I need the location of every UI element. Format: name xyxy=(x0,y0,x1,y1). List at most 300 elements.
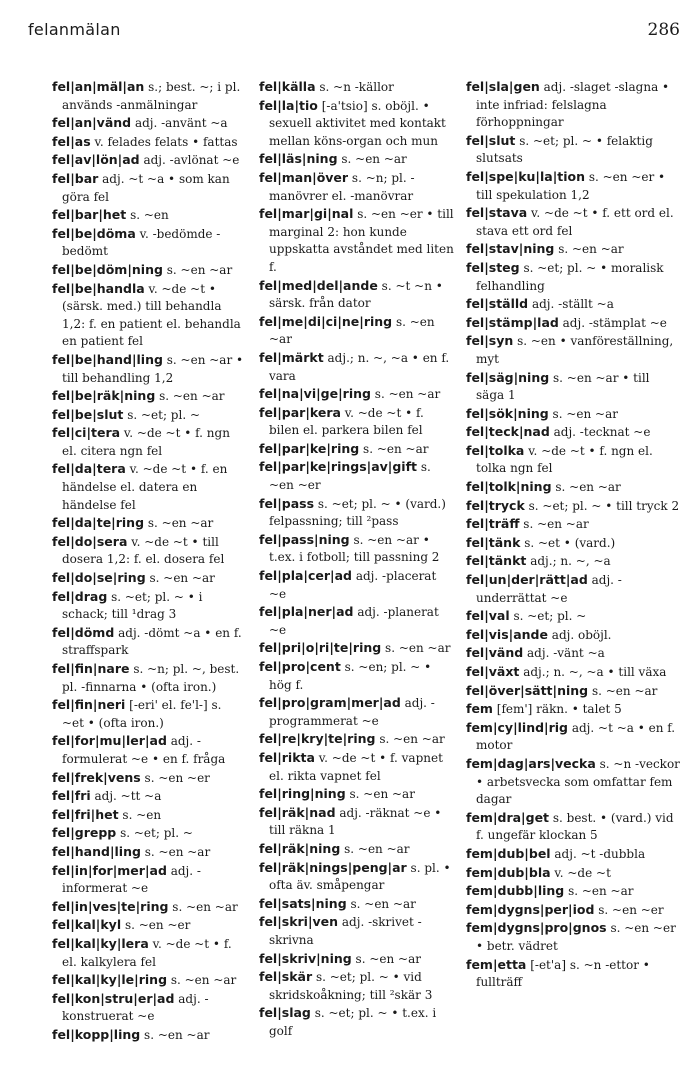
dictionary-entry xyxy=(52,114,244,133)
entry-headword: fel|do|se|ring xyxy=(52,570,146,586)
dictionary-entry xyxy=(259,205,454,276)
entry-definition: s. ~en ~ar xyxy=(523,517,589,532)
entry-definition: s. ~en ~ar xyxy=(144,844,211,859)
entry-headword: fel|ci|tera xyxy=(52,425,121,441)
entry-definition: adj. -skrivet -skrivna xyxy=(269,915,422,947)
dictionary-entry xyxy=(466,919,680,955)
dictionary-entry xyxy=(52,990,244,1026)
entry-definition: s. ~t ~n • särsk. från dator xyxy=(269,278,443,311)
dictionary-entry xyxy=(259,440,454,459)
entry-headword: fel|stämp|lad xyxy=(466,314,559,330)
entry-definition: s. ~en; pl. ~ • hög f. xyxy=(269,660,432,692)
entry-definition: adj. -underrättat ~e xyxy=(476,573,622,605)
dictionary-entry xyxy=(52,206,244,225)
entry-definition: s. pl. • ofta äv. småpengar xyxy=(269,860,451,893)
entry-headword: fel|syn xyxy=(466,333,514,349)
dictionary-entry xyxy=(52,261,244,280)
dictionary-entry xyxy=(52,1026,244,1045)
entry-headword: fel|räk|ning xyxy=(259,840,341,856)
dictionary-entry xyxy=(466,78,680,132)
entry-headword: fel|me|di|ci|ne|ring xyxy=(259,313,393,329)
dictionary-column-1 xyxy=(52,78,244,1044)
dictionary-entry xyxy=(466,552,680,571)
entry-headword: fel|bar|het xyxy=(52,207,127,223)
dictionary-entry xyxy=(52,78,244,114)
dictionary-entry xyxy=(466,295,680,314)
dictionary-entry xyxy=(466,663,680,682)
entry-definition: s. ~en ~ar xyxy=(552,406,618,421)
entry-headword: fel|an|vänd xyxy=(52,115,132,131)
entry-headword: fel|do|sera xyxy=(52,533,128,549)
entry-headword: fem|dygns|per|iod xyxy=(466,901,595,917)
dictionary-entry xyxy=(52,806,244,825)
dictionary-entry xyxy=(259,658,454,694)
entry-definition: s. ~en ~ar xyxy=(379,732,445,747)
entry-headword: fem xyxy=(466,701,493,717)
dictionary-entry xyxy=(259,150,454,169)
entry-headword: fel|skri|ven xyxy=(259,914,339,930)
entry-headword: fel|med|del|ande xyxy=(259,277,378,293)
dictionary-entry xyxy=(466,700,680,719)
dictionary-entry xyxy=(466,534,680,553)
entry-headword: fel|slag xyxy=(259,1005,311,1021)
entry-headword: fel|da|tera xyxy=(52,461,126,477)
entry-definition: s. ~en ~ar xyxy=(166,262,233,277)
entry-definition: s. ~et; pl. ~ • i schack; till ¹drag 3 xyxy=(62,589,203,622)
dictionary-entry xyxy=(259,785,454,804)
dictionary-entry xyxy=(259,895,454,914)
dictionary-entry xyxy=(52,732,244,768)
entry-definition: s. ~et; pl. ~ • vid skridskoåkning; till ²skär 3 xyxy=(269,970,433,1002)
entry-definition: adj. -programmerat ~e xyxy=(269,696,435,728)
entry-definition: adj. -vänt ~a xyxy=(527,646,605,661)
entry-headword: fel|in|for|mer|ad xyxy=(52,862,167,878)
entry-definition: s.; best. ~; i pl. används -anmälningar xyxy=(62,80,241,112)
entry-headword: fel|sök|ning xyxy=(466,405,549,421)
entry-headword: fel|kopp|ling xyxy=(52,1026,141,1042)
entry-headword: fel|ställd xyxy=(466,296,529,312)
dictionary-entry xyxy=(52,225,244,261)
entry-headword: fel|val xyxy=(466,608,510,624)
entry-headword: fel|spe|ku|la|tion xyxy=(466,168,586,184)
dictionary-entry xyxy=(52,862,244,898)
entry-definition: v. ~de ~t • f. ett ord el. stava ett ord fel xyxy=(476,206,674,238)
dictionary-entry xyxy=(259,277,454,313)
dictionary-entry xyxy=(466,332,680,368)
entry-headword: fel|tänkt xyxy=(466,553,527,569)
entry-headword: fel|märkt xyxy=(259,349,324,365)
dictionary-entry xyxy=(466,369,680,405)
entry-definition: s. ~en ~er xyxy=(598,902,664,917)
dictionary-entry xyxy=(52,696,244,732)
entry-headword: fel|växt xyxy=(466,664,520,679)
dictionary-entry xyxy=(259,694,454,730)
entry-headword: fel|fri|het xyxy=(52,806,119,822)
entry-headword: fem|etta xyxy=(466,956,527,972)
entry-definition: adj. ~t -dubbla xyxy=(554,846,646,861)
dictionary-entry xyxy=(259,495,454,531)
entry-definition: v. ~de ~t • f. ngn el. tolka ngn fel xyxy=(476,443,653,476)
entry-definition: s. ~en ~ar • t.ex. i fotboll; till passning 2 xyxy=(269,532,440,565)
guide-word: felanmälan xyxy=(28,20,121,39)
entry-headword: fel|pro|cent xyxy=(259,659,341,674)
entry-headword: fem|dygns|pro|gnos xyxy=(466,920,607,936)
entry-definition: s. ~en ~ar xyxy=(159,389,225,404)
entry-definition: adj. ~tt ~a xyxy=(94,789,162,804)
entry-headword: fel|säg|ning xyxy=(466,369,550,385)
entry-headword: fem|dra|get xyxy=(466,809,550,825)
dictionary-entry xyxy=(259,458,454,494)
entry-headword: fel|räk|nad xyxy=(259,804,336,820)
entry-definition: [-et'a] s. ~n -ettor • fullträff xyxy=(476,957,650,990)
entry-definition: s. ~en ~er xyxy=(269,460,431,493)
entry-definition: s. ~et; pl. ~ xyxy=(120,826,193,841)
entry-definition: s. ~en ~ar xyxy=(144,1027,210,1042)
entry-headword: fel|sats|ning xyxy=(259,895,347,911)
dictionary-entry xyxy=(259,97,454,151)
entry-definition: s. best. • (vard.) vid f. ungefär klockan 5 xyxy=(476,810,674,843)
dictionary-entry xyxy=(259,749,454,785)
entry-definition: s. ~en ~er • betr. vädret xyxy=(476,921,676,953)
dictionary-entry xyxy=(52,460,244,514)
entry-definition: s. ~en ~ar xyxy=(363,441,429,456)
entry-headword: fel|in|ves|te|ring xyxy=(52,898,169,914)
entry-headword: fel|bar xyxy=(52,170,99,186)
dictionary-entry xyxy=(466,423,680,442)
dictionary-entry xyxy=(466,845,680,864)
dictionary-entry xyxy=(259,404,454,440)
entry-headword: fel|man|över xyxy=(259,169,349,185)
entry-headword: fel|kal|ky|lera xyxy=(52,935,149,951)
entry-headword: fel|be|räk|ning xyxy=(52,388,156,404)
entry-headword: fel|pla|ner|ad xyxy=(259,604,354,620)
entry-definition: v. -bedömde -bedömt xyxy=(62,226,221,259)
entry-definition: s. ~en ~ar xyxy=(385,641,451,656)
entry-headword: fel|pass|ning xyxy=(259,531,350,547)
dictionary-entry xyxy=(259,531,454,567)
entry-definition: s. ~en xyxy=(122,807,162,822)
dictionary-entry xyxy=(466,571,680,607)
entry-headword: fel|be|handla xyxy=(52,280,145,296)
entry-definition: s. ~en ~er • till marginal 2: hon kunde uppskatta avståndet med liten f. xyxy=(269,207,454,274)
entry-headword: fel|stav|ning xyxy=(466,241,555,257)
entry-definition: adj. ~t ~a • som kan göra fel xyxy=(62,171,230,204)
entry-headword: fel|un|der|rätt|ad xyxy=(466,572,588,588)
dictionary-entry xyxy=(52,935,244,971)
entry-headword: fel|ring|ning xyxy=(259,786,346,802)
entry-definition: adj.; n. ~, ~a xyxy=(530,554,611,569)
entry-definition: [fem'] räkn. • talet 5 xyxy=(496,702,622,717)
entry-definition: adj. -stämplat ~e xyxy=(562,315,667,330)
entry-headword: fel|hand|ling xyxy=(52,843,141,859)
entry-headword: fel|pla|cer|ad xyxy=(259,568,352,584)
entry-definition: s. ~n; pl. -manövrer el. -manövrar xyxy=(269,170,415,203)
entry-headword: fel|stava xyxy=(466,205,528,221)
dictionary-entry xyxy=(466,132,680,168)
entry-definition: adj. -räknat ~e • till räkna 1 xyxy=(269,805,442,838)
dictionary-entry xyxy=(52,170,244,206)
entry-headword: fem|dag|ars|vecka xyxy=(466,755,596,771)
dictionary-entry xyxy=(259,840,454,859)
dictionary-entry xyxy=(466,497,680,516)
entry-headword: fel|skär xyxy=(259,969,313,985)
dictionary-entry xyxy=(259,1004,454,1040)
dictionary-entry xyxy=(259,385,454,404)
dictionary-entry xyxy=(52,569,244,588)
dictionary-entry xyxy=(466,442,680,478)
dictionary-column-3 xyxy=(466,78,680,992)
dictionary-column-2 xyxy=(259,78,454,1040)
dictionary-entry xyxy=(259,730,454,749)
entry-definition: s. ~en ~ar xyxy=(558,242,624,257)
entry-headword: fel|drag xyxy=(52,588,108,604)
entry-headword: fel|vis|ande xyxy=(466,626,548,642)
entry-definition: adj.; n. ~, ~a • till växa xyxy=(523,665,667,679)
dictionary-entry xyxy=(259,950,454,969)
dictionary-entry xyxy=(466,314,680,333)
dictionary-entry xyxy=(52,660,244,696)
entry-definition: adj. ~t ~a • en f. motor xyxy=(476,720,676,753)
entry-headword: fel|be|döm|ning xyxy=(52,261,163,277)
entry-definition: s. ~en ~ar xyxy=(149,571,215,586)
entry-definition: s. ~n; pl. ~, best. pl. -finnarna • (ofta iron.) xyxy=(62,662,240,694)
entry-headword: fel|steg xyxy=(466,259,520,275)
entry-definition: adj. -dömt ~a • en f. straffspark xyxy=(62,625,242,658)
dictionary-entry xyxy=(52,588,244,624)
entry-headword: fel|slut xyxy=(466,132,516,148)
entry-definition: s. ~et; pl. ~ xyxy=(513,609,587,624)
entry-definition: s. ~en ~ar xyxy=(269,314,435,347)
entry-headword: fel|fin|neri xyxy=(52,697,126,713)
entry-definition: s. ~en ~er • till spekulation 1,2 xyxy=(476,169,666,202)
page-header xyxy=(22,20,680,44)
entry-headword: fel|tolka xyxy=(466,442,525,458)
entry-headword: fel|fin|nare xyxy=(52,661,130,676)
dictionary-entry xyxy=(259,639,454,658)
entry-headword: fel|kal|ky|le|ring xyxy=(52,972,168,988)
entry-definition: adj. -placerat ~e xyxy=(269,569,437,601)
entry-definition: s. ~n -källor xyxy=(319,80,394,94)
entry-definition: s. ~en ~ar xyxy=(349,787,415,802)
entry-definition: v. ~de ~t • (särsk. med.) till behandla 1,2: f. en patient el. behandla en patient fel xyxy=(62,281,241,349)
entry-headword: fel|vänd xyxy=(466,645,524,661)
entry-definition: s. ~en ~er xyxy=(144,770,210,785)
entry-definition: v. ~de ~t • f. en händelse el. datera en händelse fel xyxy=(62,462,228,512)
page-number: 286 xyxy=(647,20,680,40)
entry-definition: adj. -informerat ~e xyxy=(62,863,201,896)
dictionary-entry xyxy=(259,349,454,385)
entry-headword: fel|re|kry|te|ring xyxy=(259,731,376,747)
dictionary-entry xyxy=(466,168,680,204)
entry-headword: fem|dub|bel xyxy=(466,845,551,861)
entry-definition: [-a'tsio] s. oböjl. • sexuell aktivitet med kontakt mellan köns-organ och mun xyxy=(269,98,446,148)
entry-definition: s. ~et • (vard.) xyxy=(524,535,616,550)
entry-definition: v. felades felats • fattas xyxy=(94,134,238,149)
dictionary-entry xyxy=(52,151,244,170)
entry-headword: fel|as xyxy=(52,133,91,149)
entry-definition: s. ~en ~ar xyxy=(341,152,407,167)
entry-headword: fel|teck|nad xyxy=(466,424,550,440)
entry-headword: fel|par|ke|ring xyxy=(259,440,360,456)
entry-headword: fel|be|slut xyxy=(52,406,124,422)
entry-definition: v. ~de ~t xyxy=(554,865,611,880)
entry-headword: fel|pro|gram|mer|ad xyxy=(259,695,401,711)
entry-headword: fel|skriv|ning xyxy=(259,950,352,966)
entry-definition: s. ~en ~ar xyxy=(374,387,441,402)
entry-definition: v. ~de ~t • till dosera 1,2: f. el. dosera fel xyxy=(62,534,225,567)
dictionary-entry xyxy=(466,719,680,755)
entry-definition: s. ~et; pl. ~ xyxy=(127,407,201,422)
dictionary-entry xyxy=(466,901,680,920)
entry-headword: fel|källa xyxy=(259,79,316,94)
dictionary-entry xyxy=(259,968,454,1004)
dictionary-entry xyxy=(466,682,680,701)
entry-headword: fel|be|döma xyxy=(52,225,136,241)
dictionary-entry xyxy=(466,809,680,845)
dictionary-entry xyxy=(466,405,680,424)
dictionary-entry xyxy=(466,515,680,534)
dictionary-entry xyxy=(259,313,454,349)
entry-headword: fel|pri|o|ri|te|ring xyxy=(259,640,382,656)
entry-headword: fel|läs|ning xyxy=(259,151,338,167)
entry-headword: fel|kon|stru|er|ad xyxy=(52,990,175,1006)
dictionary-entry xyxy=(52,769,244,788)
entry-headword: fel|pass xyxy=(259,495,315,511)
dictionary-entry xyxy=(52,824,244,843)
entry-definition: s. ~en ~ar • till säga 1 xyxy=(476,370,650,403)
dictionary-entry xyxy=(466,204,680,240)
dictionary-entry xyxy=(259,169,454,205)
entry-definition: s. ~en ~ar xyxy=(172,899,238,914)
dictionary-entry xyxy=(259,913,454,949)
entry-definition: s. ~et; pl. ~ • moralisk felhandling xyxy=(476,260,664,293)
entry-headword: fel|da|te|ring xyxy=(52,515,145,531)
entry-definition: s. ~en • vanföreställning, myt xyxy=(476,334,674,366)
dictionary-entry xyxy=(466,478,680,497)
entry-definition: s. ~en ~ar xyxy=(170,973,237,988)
entry-headword: fel|frek|vens xyxy=(52,769,141,785)
entry-headword: fel|tolk|ning xyxy=(466,479,552,495)
dictionary-entry xyxy=(52,133,244,152)
entry-definition: v. ~de ~t • f. bilen el. parkera bilen fel xyxy=(269,405,424,438)
entry-headword: fel|grepp xyxy=(52,825,117,841)
entry-headword: fel|an|mäl|an xyxy=(52,79,145,94)
entry-definition: adj. -ställt ~a xyxy=(531,297,614,312)
entry-definition: adj. -planerat ~e xyxy=(269,605,439,637)
dictionary-entry xyxy=(259,804,454,840)
dictionary-entry xyxy=(259,567,454,603)
dictionary-entry xyxy=(259,859,454,895)
entry-definition: s. ~en ~ar xyxy=(568,884,634,899)
dictionary-entry xyxy=(52,787,244,806)
dictionary-entry xyxy=(52,843,244,862)
entry-headword: fem|dub|bla xyxy=(466,864,551,880)
entry-definition: adj. -tecknat ~e xyxy=(553,425,651,440)
dictionary-entry xyxy=(52,280,244,351)
entry-definition: adj. -konstruerat ~e xyxy=(62,991,209,1024)
entry-headword: fel|över|sätt|ning xyxy=(466,682,589,698)
entry-definition: s. ~en ~er xyxy=(124,918,191,933)
entry-definition: s. ~et; pl. ~ • t.ex. i golf xyxy=(269,1006,437,1038)
dictionary-entry xyxy=(52,916,244,935)
dictionary-entry xyxy=(259,603,454,639)
entry-headword: fel|mar|gi|nal xyxy=(259,206,354,222)
dictionary-entry xyxy=(259,78,454,97)
entry-definition: s. ~en ~ar xyxy=(555,480,621,495)
dictionary-entry xyxy=(52,406,244,425)
entry-definition: s. ~et; pl. ~ • (vard.) felpassning; till ²pass xyxy=(269,496,446,529)
entry-definition: s. ~en ~ar xyxy=(344,841,410,856)
entry-definition: s. ~n -veckor • arbetsvecka som omfattar fem dagar xyxy=(476,756,680,807)
entry-definition: adj. -formulerat ~e • en f. fråga xyxy=(62,734,226,766)
dictionary-entry xyxy=(466,626,680,645)
dictionary-entry xyxy=(466,259,680,295)
entry-headword: fel|be|hand|ling xyxy=(52,351,163,367)
dictionary-entry xyxy=(466,755,680,809)
dictionary-entry xyxy=(52,424,244,460)
entry-headword: fel|par|ke|rings|av|gift xyxy=(259,459,417,475)
entry-definition: s. ~en ~ar • till behandling 1,2 xyxy=(62,352,244,385)
entry-headword: fel|la|tio xyxy=(259,97,318,113)
entry-definition: adj. oböjl. xyxy=(551,627,612,642)
dictionary-entry xyxy=(466,607,680,626)
entry-definition: s. ~en xyxy=(130,208,169,223)
dictionary-entry xyxy=(52,514,244,533)
entry-headword: fel|träff xyxy=(466,516,520,532)
entry-definition: adj. -använt ~a xyxy=(134,116,228,131)
entry-headword: fel|rikta xyxy=(259,749,315,765)
dictionary-entry xyxy=(52,971,244,990)
entry-headword: fel|na|vi|ge|ring xyxy=(259,386,371,402)
entry-definition: s. ~et; pl. ~ • felaktig slutsats xyxy=(476,133,653,166)
entry-headword: fel|tänk xyxy=(466,534,521,550)
entry-definition: adj.; n. ~, ~a • en f. vara xyxy=(269,350,450,383)
entry-definition: [-eri' el. fe'l-] s. ~et • (ofta iron.) xyxy=(62,698,222,730)
entry-headword: fel|sla|gen xyxy=(466,79,540,94)
entry-headword: fel|räk|nings|peng|ar xyxy=(259,859,407,875)
entry-headword: fem|dubb|ling xyxy=(466,883,565,899)
entry-definition: s. ~et; pl. ~ • till tryck 2 xyxy=(528,498,680,513)
dictionary-entry xyxy=(52,898,244,917)
entry-definition: v. ~de ~t • f. ngn el. citera ngn fel xyxy=(62,426,230,458)
entry-definition: s. ~en ~ar xyxy=(355,951,421,966)
dictionary-entry xyxy=(466,882,680,901)
dictionary-entry xyxy=(466,644,680,663)
entry-definition: v. ~de ~t • f. el. kalkylera fel xyxy=(62,936,232,969)
dictionary-entry xyxy=(466,956,680,992)
entry-headword: fel|dömd xyxy=(52,624,115,640)
dictionary-entry xyxy=(466,240,680,259)
entry-headword: fel|tryck xyxy=(466,497,525,513)
entry-headword: fel|kal|kyl xyxy=(52,917,122,933)
entry-headword: fem|cy|lind|rig xyxy=(466,719,569,735)
entry-definition: s. ~en ~ar xyxy=(147,516,214,531)
entry-headword: fel|par|kera xyxy=(259,404,341,420)
dictionary-entry xyxy=(52,351,244,387)
entry-headword: fel|fri xyxy=(52,788,91,804)
dictionary-entry xyxy=(52,624,244,660)
entry-definition: s. ~en ~ar xyxy=(350,896,416,911)
entry-definition: adj. -slaget -slagna • inte infriad: felslagna förhoppningar xyxy=(476,80,670,130)
entry-headword: fel|for|mu|ler|ad xyxy=(52,733,167,749)
entry-definition: v. ~de ~t • f. vapnet el. rikta vapnet fel xyxy=(269,750,443,783)
dictionary-entry xyxy=(466,864,680,883)
entry-definition: s. ~en ~ar xyxy=(591,683,658,698)
entry-headword: fel|av|lön|ad xyxy=(52,152,140,168)
dictionary-entry xyxy=(52,387,244,406)
dictionary-entry xyxy=(52,533,244,569)
entry-definition: adj. -avlönat ~e xyxy=(143,153,240,168)
